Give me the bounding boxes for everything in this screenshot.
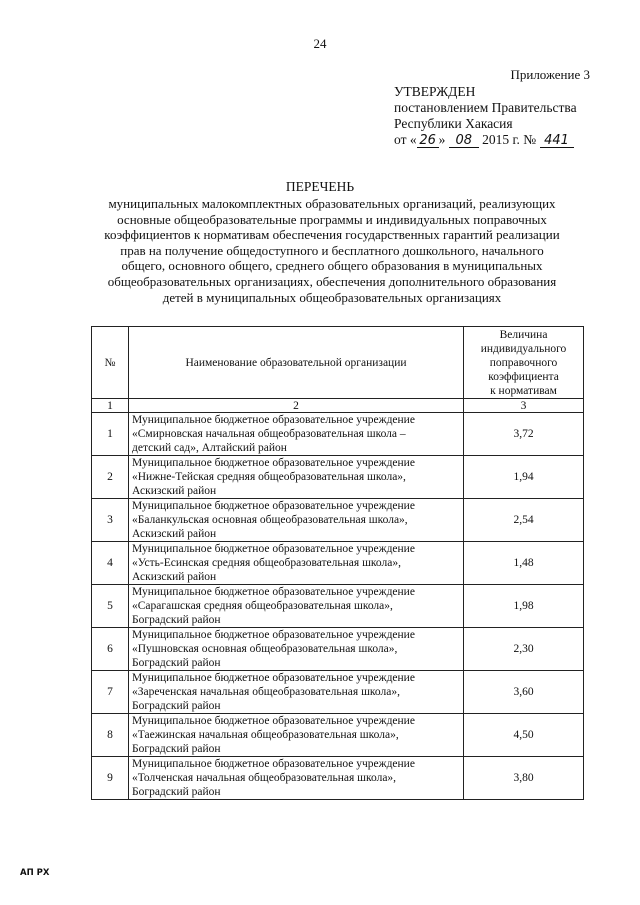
org-name: [129, 714, 464, 757]
coefficient-value: 1,48: [464, 542, 584, 585]
coefficient-value: 2,30: [464, 628, 584, 671]
org-name-line: Муниципальное бюджетное образовательное учреждение: [132, 758, 415, 770]
subtitle-line: общеобразовательных организациях, обеспечения дополнительного образования: [107, 273, 557, 289]
document-subtitle: [82, 196, 582, 305]
row-number: 3: [92, 499, 129, 542]
date-mid: »: [438, 132, 446, 147]
org-name-line: «Пушновская основная общеобразовательная школа»,: [132, 643, 398, 655]
date-prefix: от «: [394, 132, 417, 147]
org-name-line: «Баланкульская основная общеобразовательная школа»,: [132, 514, 408, 526]
org-name-line: Боградский район: [132, 786, 221, 798]
subtitle-line: общего, основного общего, среднего общего образования в муниципальных: [121, 258, 543, 274]
org-name-line: «Усть-Есинская средняя общеобразовательная школа»,: [132, 557, 401, 569]
appendix-label: Приложение 3: [510, 67, 590, 82]
org-name-line: детский сад», Алтайский район: [132, 442, 287, 454]
org-name: [129, 542, 464, 585]
org-name-line: Муниципальное бюджетное образовательное учреждение: [132, 586, 415, 598]
org-name-line: «Сарагашская средняя общеобразовательная школа»,: [132, 600, 393, 612]
coefficient-value: 3,72: [464, 413, 584, 456]
org-name: [129, 757, 464, 800]
org-name-line: Аскизский район: [132, 571, 217, 583]
coefficient-value: 4,50: [464, 714, 584, 757]
footer-mark: АП РХ: [20, 868, 50, 878]
org-name-line: «Толченская начальная общеобразовательная школа»,: [132, 772, 397, 784]
header-num: №: [92, 327, 129, 399]
table-row: [92, 628, 584, 671]
subtitle-line: прав на получение общедоступного и бесплатного дошкольного, начального: [120, 242, 544, 258]
org-name: [129, 585, 464, 628]
approved-heading: УТВЕРЖДЕН: [394, 84, 476, 99]
subtitle-line: коэффициентов к нормативам обеспечения государственных гарантий реализации: [104, 227, 560, 243]
document-title: ПЕРЕЧЕНЬ: [285, 179, 355, 194]
table-row: [92, 671, 584, 714]
org-name-line: Муниципальное бюджетное образовательное учреждение: [132, 500, 415, 512]
table-header-row: [92, 327, 584, 399]
header-name: Наименование образовательной организации: [129, 327, 464, 399]
table-row: [92, 499, 584, 542]
row-number: 9: [92, 757, 129, 800]
organizations-table: [91, 326, 584, 800]
header-value-line: индивидуального: [480, 342, 567, 355]
header-value-line: к нормативам: [490, 384, 557, 397]
header-value-line: Величина: [499, 328, 548, 341]
org-name-line: Муниципальное бюджетное образовательное учреждение: [132, 543, 415, 555]
coefficient-value: 1,98: [464, 585, 584, 628]
table-row: [92, 757, 584, 800]
row-number: 7: [92, 671, 129, 714]
org-name-line: Муниципальное бюджетное образовательное учреждение: [132, 457, 415, 469]
org-name-line: «Нижне-Тейская средняя общеобразовательная школа»,: [132, 471, 406, 483]
coefficient-value: 3,80: [464, 757, 584, 800]
org-name-line: Муниципальное бюджетное образовательное учреждение: [132, 629, 415, 641]
table-row: [92, 714, 584, 757]
date-day: 26: [417, 135, 439, 148]
org-name-line: Муниципальное бюджетное образовательное учреждение: [132, 414, 415, 426]
date-year: 2015 г. №: [482, 132, 537, 147]
row-number: 8: [92, 714, 129, 757]
table-row: [92, 456, 584, 499]
column-index-row: [92, 399, 584, 413]
coefficient-value: 3,60: [464, 671, 584, 714]
coefficient-value: 1,94: [464, 456, 584, 499]
org-name-line: Боградский район: [132, 700, 221, 712]
approval-block: [394, 84, 577, 148]
org-name-line: Муниципальное бюджетное образовательное учреждение: [132, 672, 415, 684]
header-value-line: коэффициента: [488, 370, 559, 383]
decree-number: 441: [540, 135, 574, 148]
row-number: 1: [92, 413, 129, 456]
date-month: 08: [449, 135, 479, 148]
approved-line-1: постановлением Правительства: [394, 100, 577, 115]
row-number: 2: [92, 456, 129, 499]
org-name: [129, 413, 464, 456]
org-name: [129, 671, 464, 714]
coefficient-value: 2,54: [464, 499, 584, 542]
org-name-line: «Смирновская начальная общеобразовательная школа –: [132, 428, 406, 440]
header-value: [464, 327, 584, 399]
org-name-line: Боградский район: [132, 614, 221, 626]
subtitle-line: детей в муниципальных общеобразовательных организациях: [162, 289, 502, 305]
row-number: 6: [92, 628, 129, 671]
column-index: 2: [129, 399, 464, 413]
approved-line-2: Республики Хакасия: [394, 116, 513, 131]
table-row: [92, 585, 584, 628]
page-number: 24: [313, 36, 327, 51]
org-name-line: «Таежинская начальная общеобразовательная школа»,: [132, 729, 399, 741]
org-name-line: Аскизский район: [132, 528, 217, 540]
approval-date: [394, 132, 577, 148]
column-index: 1: [92, 399, 129, 413]
row-number: 4: [92, 542, 129, 585]
column-index: 3: [464, 399, 584, 413]
org-name-line: Боградский район: [132, 743, 221, 755]
org-name-line: Боградский район: [132, 657, 221, 669]
subtitle-line: основные общеобразовательные программы и индивидуальных поправочных: [117, 211, 547, 227]
table-row: [92, 413, 584, 456]
org-name-line: «Зареченская начальная общеобразовательная школа»,: [132, 686, 400, 698]
subtitle-line: муниципальных малокомплектных образовательных организаций, реализующих: [108, 196, 556, 211]
org-name: [129, 628, 464, 671]
org-name: [129, 456, 464, 499]
org-name-line: Муниципальное бюджетное образовательное учреждение: [132, 715, 415, 727]
org-name: [129, 499, 464, 542]
row-number: 5: [92, 585, 129, 628]
table-body: [92, 413, 584, 800]
header-value-line: поправочного: [489, 356, 558, 369]
table-row: [92, 542, 584, 585]
org-name-line: Аскизский район: [132, 485, 217, 497]
